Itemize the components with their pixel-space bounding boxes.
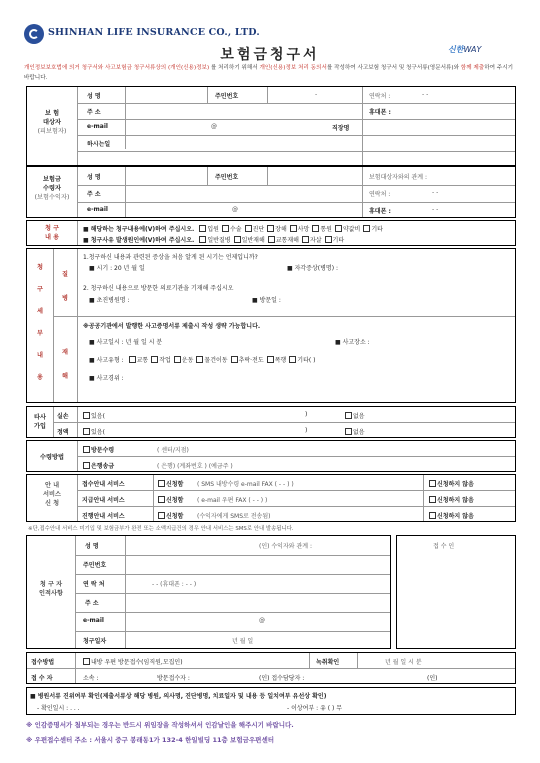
other-insurance-section: 타사 가입 실손 정액 있음( ) 없음 있음( ) 없음: [26, 406, 516, 438]
claimant-section: 청 구 자 인적사항 성 명 (인) 수익자와 관계 : 주민번호 연 락 처 - - (휴대폰 : - - ) 주 소 e-mail @ 청구일자 년 월 일: [26, 535, 391, 649]
shinhan-logo-icon: [24, 24, 44, 44]
accident-type-options[interactable]: [126, 357, 316, 364]
claim-type-section: 청 구 내 용 ■ 해당하는 청구내용에(V)하여 주십시오. 입원 수술 진단 장해 사망 통원 약값비 기타 ■ 청구사유 발생원인에(V)하여 주십시오. 일반질병 일반재해 교통재해 자살 기타: [26, 220, 516, 246]
claim-type-option-3[interactable]: 장해: [267, 226, 287, 233]
claim-type-option-5[interactable]: 통원: [312, 226, 332, 233]
claim-type-option-0[interactable]: 입원: [199, 226, 219, 233]
other-loss-no[interactable]: 없음: [345, 411, 365, 420]
service3-decline[interactable]: 신청하지 않음: [429, 511, 474, 520]
claim-type-option-7[interactable]: 기타: [363, 226, 383, 233]
other-loss-yes[interactable]: 있음(: [83, 411, 105, 420]
payment-method-section: 수령방법 방문수령 ( 센터/지점) 은행송금 ( 은행) (계좌번호 ) (예금주 ): [26, 440, 516, 472]
claim-type-option-6[interactable]: 약값비: [335, 226, 360, 233]
claim-detail-section: 청 구 세 부 내 용 질 병 재 해 1.청구하신 내용과 관련된 증상을 처음 알게 된 시기는 언제입니까? ■ 시기 : 20 년 월 일 ■ 자각증상(병명) : 2. 청구하신 내용으로 방문한 의료기관을 기재해 주십시오 ■ 초진병원명 : ■ 방문일 : ※공공기관에서 발행한 사고증명서류 제출시 작성 생략 가능합니다. ■ 사고일시 : 년 월 일 시 분 ■ 사고장소 : ■ 사고유형 : 교통 작업 운동 물건이동 추락·전도 폭행 기타( ) ■ 사고경위 :: [26, 248, 516, 403]
sms-note: ※단,접수안내 서비스 미기입 및 보험금부가 완전 또는 소액지급건의 경우 안내 서비스는 SMS로 안내 발송됩니다.: [28, 526, 294, 532]
claim-cause-option-3[interactable]: 자살: [302, 237, 322, 244]
service1-apply[interactable]: 신청함: [158, 479, 183, 488]
claim-cause-options[interactable]: [196, 237, 344, 244]
receipt-section: 접수방법 내방 우편 방문접수(임직원,모집인) 녹취확인 년 월 일 시 분 접 수 자 소속 : 방문접수자 : (인) 접수담당자 : (인): [26, 652, 516, 684]
privacy-notice: 개인정보보호법에 의거 청구서와 사고보험금 청구서류상의 (개인(신용)정보) 를 처리하기 위해서 개인(신용)정보 처리 동의서를 작성하여 사고보험 청구서 및 청구서류(영문서류)와 함께 제출하여 주시기 바랍니다.: [24, 65, 513, 81]
accident-type-option-3[interactable]: 물건이동: [196, 357, 227, 364]
service2-apply[interactable]: 신청함: [158, 495, 183, 504]
claim-type-options[interactable]: [196, 226, 383, 233]
company-name: SHINHAN LIFE INSURANCE CO., LTD.: [48, 27, 260, 38]
claim-type-option-1[interactable]: 수술: [222, 226, 242, 233]
claim-cause-option-1[interactable]: 일반재해: [234, 237, 265, 244]
claim-cause-option-2[interactable]: 교통재해: [268, 237, 299, 244]
other-fixed-yes[interactable]: 있음(: [83, 427, 105, 436]
beneficiary-section: 보험금 수령자 (보험수익자) 성 명 주민번호 보험대상자와의 관계 : 주 소 연락처 : - - e-mail @ 휴대폰 : - -: [26, 166, 516, 218]
document-check-section: ■ 병원서류 진위여부 확인(제출서류상 해당 병원, 의사명, 진단병명, 치료일자 및 내용 등 일치여부 유선상 확인) - 확인일시 : . . . - 이상여부 : 유 ( ) 무: [26, 687, 516, 715]
accident-type-option-4[interactable]: 추락·전도: [231, 357, 264, 364]
service-section: 안 내 서비스 신 청 접수안내 서비스 지급안내 서비스 진행안내 서비스 신청함 ( SMS 내방수령 e-mail FAX ( - - ) ) 신청함 ( e-mail 우편 FAX ( - - ) ) 신청함 (수익자에게 SMS로 전송됨) 신청하지 않음 신청하지 않음 신청하지 않음: [26, 474, 516, 522]
claim-type-option-2[interactable]: 진단: [245, 226, 265, 233]
accident-type-option-0[interactable]: 교통: [129, 357, 149, 364]
accident-type-option-5[interactable]: 폭행: [267, 357, 287, 364]
footer-note-seal: ※ 인감증명서가 첨부되는 경우는 반드시 위임장을 작성하셔서 인감날인을 해주시기 바랍니다.: [26, 721, 294, 729]
footer-note-address: ※ 우편접수센터 주소 : 서울시 중구 봉래동1가 132-4 한일빌딩 11층 보험금우편센터: [26, 736, 274, 744]
payment-visit-checkbox[interactable]: 방문수령: [83, 445, 114, 454]
service2-decline[interactable]: 신청하지 않음: [429, 495, 474, 504]
payment-bank-checkbox[interactable]: 은행송금: [83, 461, 114, 470]
other-fixed-no[interactable]: 없음: [345, 427, 365, 436]
accident-type-option-1[interactable]: 작업: [151, 357, 171, 364]
accident-type-option-6[interactable]: 기타( ): [289, 357, 315, 364]
receipt-stamp-box: 접 수 인: [396, 535, 516, 649]
form-title: 보험금청구서: [220, 47, 320, 63]
service1-decline[interactable]: 신청하지 않음: [429, 479, 474, 488]
service3-apply[interactable]: 신청함: [158, 511, 183, 520]
claim-cause-option-0[interactable]: 일반질병: [199, 237, 230, 244]
claim-type-option-4[interactable]: 사망: [290, 226, 310, 233]
claim-cause-option-4[interactable]: 기타: [325, 237, 345, 244]
way-logo: 신한WAY: [448, 45, 482, 54]
insured-section: 보 험 대상자 (피보험자) 성 명 주민번호 - 연락처 : - - 주 소 휴대폰 : e-mail @ 직장명 하시는일: [26, 86, 516, 166]
receipt-method-options[interactable]: 내방 우편 방문접수(임직원,모집인): [83, 657, 183, 666]
accident-type-option-2[interactable]: 운동: [174, 357, 194, 364]
